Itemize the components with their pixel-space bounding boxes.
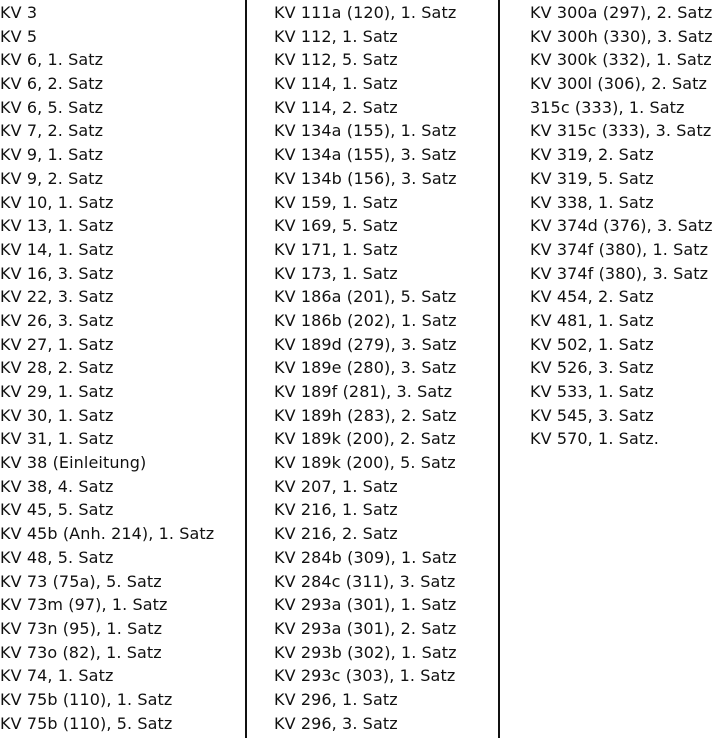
index-entry: KV 173, 1. Satz [274, 263, 398, 283]
index-entry: KV 38, 4. Satz [0, 476, 114, 496]
index-entry: KV 300l (306), 2. Satz [530, 74, 707, 94]
index-entry: KV 134a (155), 1. Satz [274, 121, 457, 141]
index-entry: KV 296, 1. Satz [274, 689, 398, 709]
index-entry: KV 26, 3. Satz [0, 310, 114, 330]
index-entry: KV 502, 1. Satz [530, 334, 654, 354]
index-entry: KV 284b (309), 1. Satz [274, 547, 457, 567]
index-entry: KV 189f (281), 3. Satz [274, 382, 453, 401]
index-entry: KV 374d (376), 3. Satz [530, 216, 713, 236]
index-entry: KV 300h (330), 3. Satz [530, 26, 713, 46]
index-entry: KV 545, 3. Satz [530, 405, 654, 425]
index-entry: KV 13, 1. Satz [0, 216, 114, 236]
index-entry: KV 114, 2. Satz [274, 97, 398, 117]
index-entry: KV 454, 2. Satz [530, 287, 654, 307]
index-entry: KV 111a (120), 1. Satz [274, 3, 457, 22]
index-entry: KV 27, 1. Satz [0, 334, 114, 354]
index-entry: KV 29, 1. Satz [0, 382, 114, 401]
index-entry: KV 374f (380), 1. Satz [530, 239, 709, 259]
index-entry: KV 16, 3. Satz [0, 263, 114, 283]
entry-list-1 [0, 1, 246, 735]
index-entry: KV 207, 1. Satz [274, 476, 398, 496]
index-entry: KV 296, 3. Satz [274, 713, 398, 733]
index-entry: KV 189k (200), 5. Satz [274, 453, 456, 473]
index-entry: KV 74, 1. Satz [0, 666, 114, 686]
index-entry: KV 28, 2. Satz [0, 358, 114, 378]
index-entry: 315c (333), 1. Satz [530, 97, 685, 117]
index-entry: KV 186a (201), 5. Satz [274, 287, 457, 307]
index-entry: KV 216, 2. Satz [274, 524, 398, 544]
index-entry: KV 73m (97), 1. Satz [0, 595, 168, 615]
index-entry: KV 186b (202), 1. Satz [274, 310, 457, 330]
index-entry: KV 284c (311), 3. Satz [274, 571, 456, 591]
index-entry: KV 73n (95), 1. Satz [0, 618, 163, 638]
index-entry: KV 189d (279), 3. Satz [274, 334, 457, 354]
index-entry: KV 45, 5. Satz [0, 500, 114, 520]
index-entry: KV 189e (280), 3. Satz [274, 358, 457, 378]
index-entry: KV 6, 2. Satz [0, 74, 104, 94]
index-column-1 [0, 1, 246, 738]
index-entry: KV 319, 2. Satz [530, 145, 654, 165]
index-entry: KV 48, 5. Satz [0, 547, 114, 567]
index-entry: KV 300a (297), 2. Satz [530, 3, 713, 22]
index-entry: KV 30, 1. Satz [0, 405, 114, 425]
index-entry: KV 31, 1. Satz [0, 429, 114, 449]
index-entry: KV 189k (200), 2. Satz [274, 429, 456, 449]
index-entry: KV 75b (110), 1. Satz [0, 689, 173, 709]
index-entry: KV 22, 3. Satz [0, 287, 114, 307]
index-entry: KV 134a (155), 3. Satz [274, 145, 457, 165]
index-entry: KV 338, 1. Satz [530, 192, 654, 212]
index-entry: KV 3 [0, 3, 38, 22]
index-entry: KV 7, 2. Satz [0, 121, 104, 141]
index-entry: KV 6, 1. Satz [0, 50, 104, 70]
index-entry: KV 9, 1. Satz [0, 145, 104, 165]
index-entry: KV 73o (82), 1. Satz [0, 642, 162, 662]
index-entry: KV 293a (301), 1. Satz [274, 595, 457, 615]
index-entry: KV 75b (110), 5. Satz [0, 713, 173, 733]
index-entry: KV 134b (156), 3. Satz [274, 168, 457, 188]
column-divider-2 [498, 0, 500, 738]
index-entry: KV 112, 5. Satz [274, 50, 398, 70]
index-entry: KV 319, 5. Satz [530, 168, 654, 188]
index-entry: KV 481, 1. Satz [530, 310, 654, 330]
index-entry: KV 533, 1. Satz [530, 382, 654, 401]
index-entry: KV 159, 1. Satz [274, 192, 398, 212]
index-entry: KV 5 [0, 26, 38, 46]
index-entry: KV 315c (333), 3. Satz [530, 121, 712, 141]
index-entry: KV 169, 5. Satz [274, 216, 398, 236]
index-entry: KV 114, 1. Satz [274, 74, 398, 94]
index-column-3 [501, 1, 720, 738]
index-entry: KV 171, 1. Satz [274, 239, 398, 259]
index-entry: KV 293b (302), 1. Satz [274, 642, 457, 662]
index-entry: KV 73 (75a), 5. Satz [0, 571, 162, 591]
index-entry: KV 374f (380), 3. Satz [530, 263, 709, 283]
index-entry: KV 112, 1. Satz [274, 26, 398, 46]
index-entry: KV 216, 1. Satz [274, 500, 398, 520]
index-entry: KV 526, 3. Satz [530, 358, 654, 378]
index-entry: KV 10, 1. Satz [0, 192, 114, 212]
entry-list-3 [530, 1, 720, 451]
entry-list-2 [274, 1, 500, 735]
index-entry: KV 45b (Anh. 214), 1. Satz [0, 524, 215, 544]
index-entry: KV 6, 5. Satz [0, 97, 104, 117]
index-entry: KV 38 (Einleitung) [0, 453, 147, 473]
index-column-2 [247, 1, 500, 738]
index-entry: KV 300k (332), 1. Satz [530, 50, 712, 70]
index-entry: KV 293a (301), 2. Satz [274, 618, 457, 638]
index-entry: KV 189h (283), 2. Satz [274, 405, 457, 425]
index-entry: KV 570, 1. Satz. [530, 429, 659, 449]
index-entry: KV 9, 2. Satz [0, 168, 104, 188]
index-entry: KV 14, 1. Satz [0, 239, 114, 259]
index-entry: KV 293c (303), 1. Satz [274, 666, 456, 686]
